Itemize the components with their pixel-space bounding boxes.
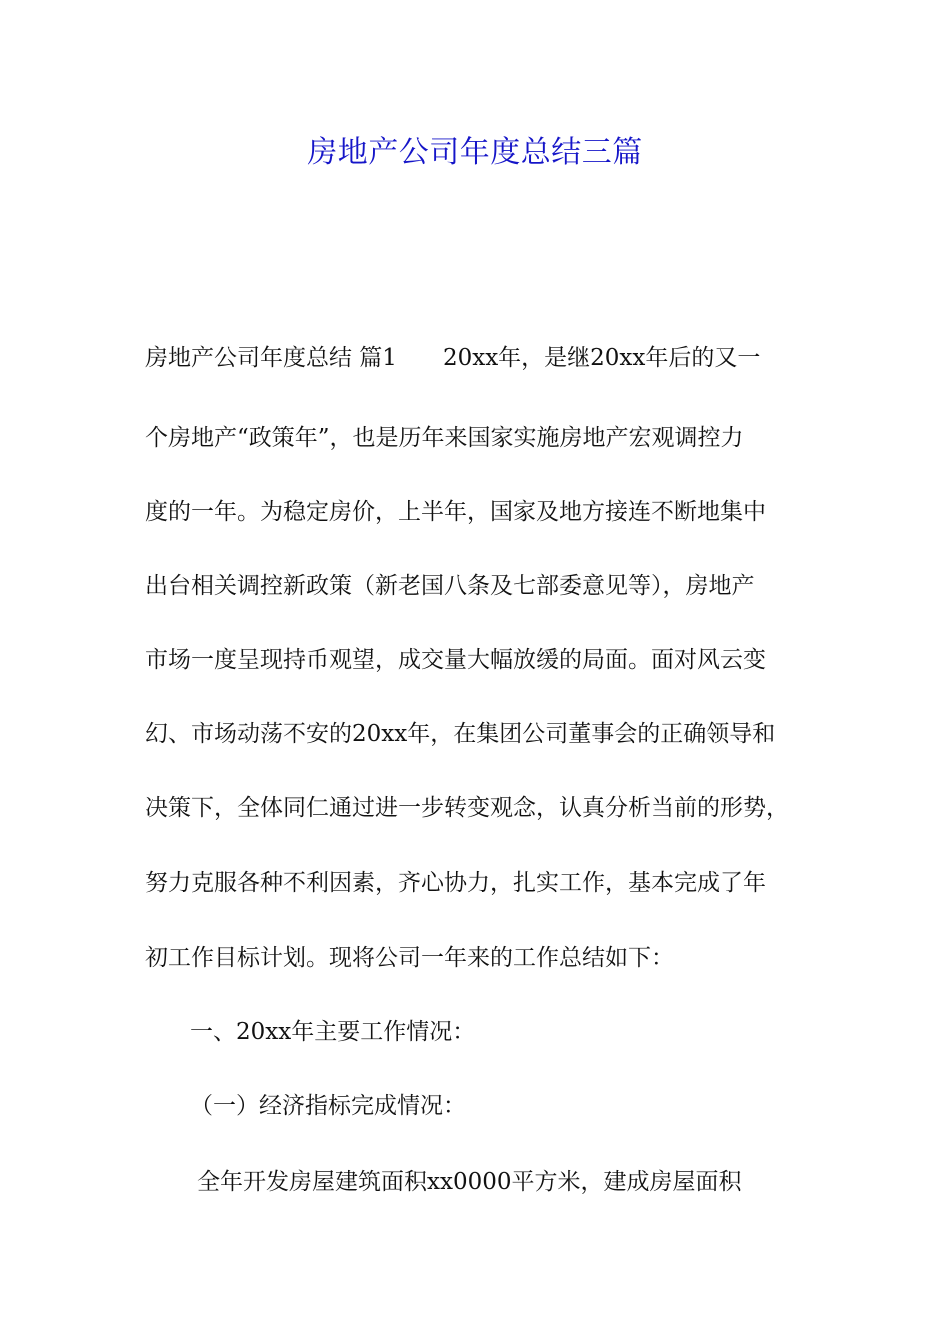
text-line-3: 度的一年。为稳定房价，上半年，国家及地方接连不断地集中	[145, 499, 766, 525]
text-line-4: 出台相关调控新政策（新老国八条及七部委意见等），房地产	[145, 573, 755, 599]
subsection-heading-1: （一）经济指标完成情况：	[190, 1093, 466, 1119]
text-line-5: 市场一度呈现持币观望，成交量大幅放缓的局面。面对风云变	[145, 647, 766, 673]
text-line-8: 努力克服各种不利因素，齐心协力，扎实工作，基本完成了年	[145, 870, 766, 896]
section-heading: 房地产公司年度总结 篇1	[145, 345, 397, 371]
text-line-12: 全年开发房屋建筑面积xx0000平方米，建成房屋面积	[197, 1169, 742, 1195]
text-line-2: 个房地产“政策年”，也是历年来国家实施房地产宏观调控力	[145, 425, 744, 451]
text-line-6: 幻、市场动荡不安的20xx年，在集团公司董事会的正确领导和	[145, 721, 776, 747]
paragraph-start: 20xx年，是继20xx年后的又一	[442, 345, 761, 371]
section-heading-1: 一、20xx年主要工作情况：	[190, 1019, 476, 1045]
text-line-7: 决策下，全体同仁通过进一步转变观念，认真分析当前的形势，	[145, 795, 789, 821]
text-line-9: 初工作目标计划。现将公司一年来的工作总结如下：	[145, 945, 674, 971]
text-line-1	[145, 338, 845, 378]
document-title: 房地产公司年度总结三篇	[307, 135, 643, 170]
